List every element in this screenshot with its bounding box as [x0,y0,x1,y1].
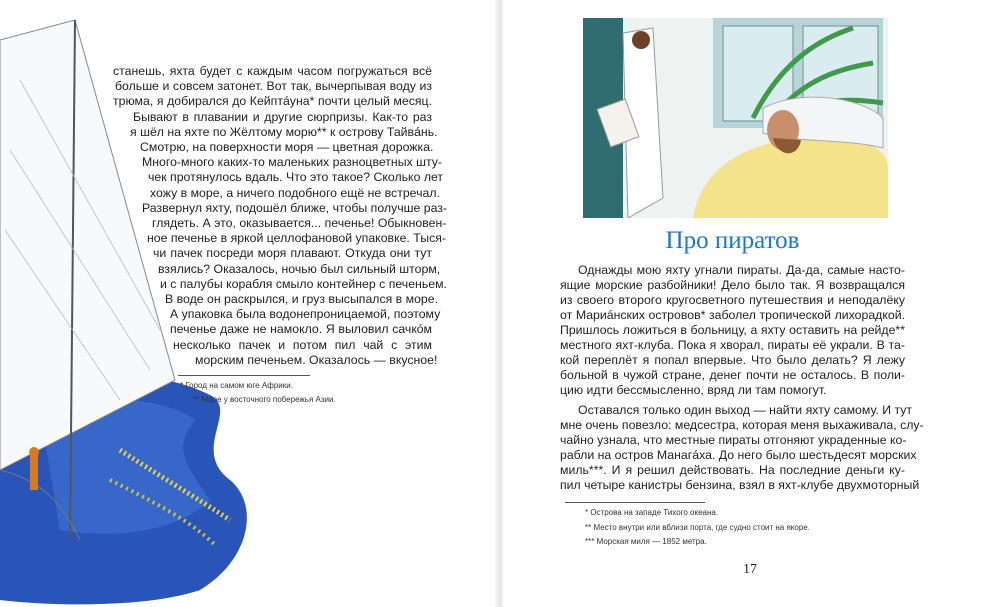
text-line: мне очень повезло: медсестра, которая меня выхаживала, слу- [560,418,924,432]
text-line: Развернул яхту, подошёл ближе, чтобы получше раз- [142,200,448,215]
text-line: хожу в море, а ничего подобного ещё не встречал. [150,185,440,200]
text-line: я шёл на яхте по Жёлтому морю** к острову Тайвáнь. [130,124,438,139]
text-line: ящие морские разбойники! Дело было так. Я возвращался [560,278,905,292]
text-line: трюма, я добирался до Кейптáуна* почти целый месяц. [113,94,432,109]
footnote-rule [178,375,310,376]
text-line: миль***. И я решил действовать. На последние деньги ку- [560,463,905,477]
text-line: А упаковка была водонепроницаемой, поэтому [170,307,441,322]
text-line: и с палубы корабля смыло контейнер с печеньем. [160,276,447,291]
text-line: кой переплёт я попал впервые. Что было делать? Я лежу [560,353,905,367]
text-line: Смотрю, на поверхности моря — цветная дорожка. [140,140,434,154]
text-line: печенье даже не намокло. Я выловил сачкóм [170,322,432,337]
text-line: В воде он раскрылся, и груз высыпался в море. [165,292,439,306]
footnote: * Город на самом юге Африки. [180,381,293,390]
text-line: цию идти бессмысленно, вряд ли там помогут. [560,383,827,397]
footnote-rule [565,502,705,503]
text-line: ное печенье в яркой целлофановой упаковке. Тыся- [147,231,446,246]
text-line: станешь, яхта будет с каждым часом погружаться всё [113,64,432,78]
text-line: взялись? Оказалось, ночью был сильный шторм, [158,261,441,276]
text-line: Однажды мою яхту угнали пираты. Да-да, самые насто- [578,263,905,277]
text-line: пил четыре канистры бензина, взял в яхт-клубе двухмоторный [560,478,920,492]
hospital-illustration [583,18,893,218]
text-line: Пришлось ложиться в больницу, а яхту оставить на рейде** [560,323,905,337]
text-line: больной в чужой стране, денег почти не осталось. В поли- [560,368,905,382]
text-line: несколько пачек и потом пил чай с этим [173,337,432,352]
text-line: морским печеньем. Оказалось — вкусное! [195,352,438,367]
text-line: Бывают в плавании и другие сюрпризы. Как-то раз [133,109,432,124]
footnote: ** Место внутри или вблизи порта, где судно стоит на якоре. [585,522,810,532]
text-line: рабли на остров Манагáха. До него было шестьдесят морских [560,448,917,462]
footnote: ** Море у восточного побережья Азии. [193,395,336,404]
text-line: чек протянулось вдаль. Что это такое? Сколько лет [148,170,444,185]
page-number: 17 [743,562,757,577]
text-line: чи пачек посреди моря плавают. Откуда они тут [153,246,432,261]
text-line: местного яхт-клуба. Пока я хворал, пираты её украли. В та- [560,338,905,352]
text-line: от Мариáнских островов* заболел тропической лихорадкой. [560,308,905,322]
text-line: Много-много каких-то маленьких разноцветных шту- [142,155,443,170]
text-line: Оставался только один выход — найти яхту самому. И тут [578,403,913,417]
footnote: * Острова на западе Тихого океана. [585,508,719,517]
text-line: чайно узнала, что местные пираты отгоняют украденные ко- [560,433,907,447]
left-page [0,0,497,607]
chapter-title: Про пиратов [665,227,800,254]
footnote: *** Морская миля — 1852 метра. [585,537,707,546]
text-line: больше и совсем затонет. Вот так, вычерпывая воду из [115,79,432,94]
right-page [503,0,1000,607]
text-line: глядеть. А это, оказывается... печенье! Обыкновен- [152,216,447,230]
text-line: из своего второго кругосветного путешествия и неподалёку [560,293,905,307]
